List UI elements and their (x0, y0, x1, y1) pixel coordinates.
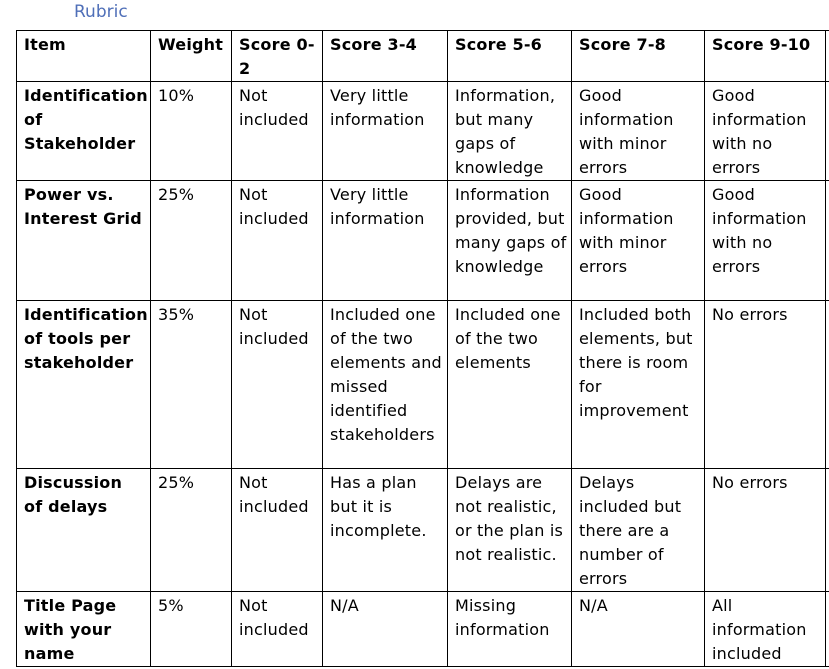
row-score-0-2: Not included (232, 82, 323, 181)
row-score-3-4: Very little information (323, 82, 448, 181)
row-score-9-10: All information included (705, 592, 826, 667)
row-score-9-10: Good information with no errors (705, 82, 826, 181)
row-score-9-10: No errors (705, 301, 826, 469)
row-score-7-8: Delays included but there are a number of errors (572, 469, 705, 592)
row-extra (826, 181, 829, 301)
header-item: Item (17, 31, 151, 82)
row-score-5-6: Information, but many gaps of knowledge (448, 82, 572, 181)
row-item: Identification of Stakeholder (17, 82, 151, 181)
row-extra (826, 82, 829, 181)
table-row (17, 592, 829, 667)
row-extra (826, 469, 829, 592)
row-score-7-8: Included both elements, but there is room for improvement (572, 301, 705, 469)
row-score-3-4: N/A (323, 592, 448, 667)
row-weight: 10% (151, 82, 232, 181)
table-row (17, 469, 829, 592)
row-score-7-8: Good information with minor errors (572, 181, 705, 301)
header-row (17, 31, 829, 82)
header-score-7-8: Score 7-8 (572, 31, 705, 82)
table-row (17, 181, 829, 301)
row-score-0-2: Not included (232, 301, 323, 469)
row-score-9-10: No errors (705, 469, 826, 592)
row-score-5-6: Delays are not realistic, or the plan is not realistic. (448, 469, 572, 592)
header-score-3-4: Score 3-4 (323, 31, 448, 82)
row-score-3-4: Very little information (323, 181, 448, 301)
row-score-5-6: Missing information (448, 592, 572, 667)
row-score-3-4: Included one of the two elements and missed identified stakeholders (323, 301, 448, 469)
row-item: Identification of tools per stakeholder (17, 301, 151, 469)
table-row (17, 82, 829, 181)
row-score-0-2: Not included (232, 181, 323, 301)
table-row (17, 301, 829, 469)
row-item: Power vs. Interest Grid (17, 181, 151, 301)
row-weight: 25% (151, 469, 232, 592)
header-score-5-6: Score 5-6 (448, 31, 572, 82)
row-weight: 25% (151, 181, 232, 301)
rubric-heading: Rubric (74, 2, 128, 22)
row-extra (826, 301, 829, 469)
row-score-5-6: Included one of the two elements (448, 301, 572, 469)
row-score-7-8: Good information with minor errors (572, 82, 705, 181)
row-score-5-6: Information provided, but many gaps of knowledge (448, 181, 572, 301)
row-score-7-8: N/A (572, 592, 705, 667)
row-item: Title Page with your name (17, 592, 151, 667)
header-score-9-10: Score 9-10 (705, 31, 826, 82)
row-score-0-2: Not included (232, 469, 323, 592)
row-score-3-4: Has a plan but it is incomplete. (323, 469, 448, 592)
row-score-0-2: Not included (232, 592, 323, 667)
row-item: Discussion of delays (17, 469, 151, 592)
row-weight: 5% (151, 592, 232, 667)
header-weight: Weight (151, 31, 232, 82)
row-extra (826, 592, 829, 667)
row-weight: 35% (151, 301, 232, 469)
header-score-0-2: Score 0-2 (232, 31, 323, 82)
row-score-9-10: Good information with no errors (705, 181, 826, 301)
rubric-table (16, 30, 829, 667)
header-extra (826, 31, 829, 82)
